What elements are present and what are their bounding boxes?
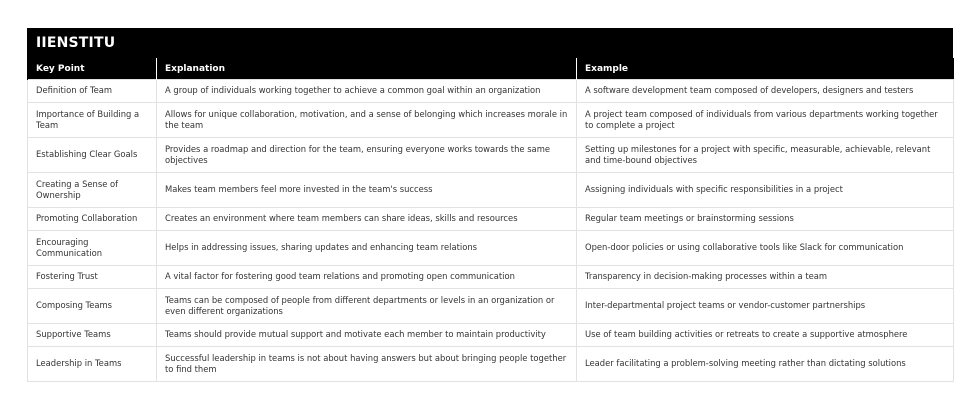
- cell-explanation: Makes team members feel more invested in the team's success: [157, 173, 577, 208]
- cell-example: Assigning individuals with specific responsibilities in a project: [577, 173, 954, 208]
- cell-explanation: Creates an environment where team members can share ideas, skills and resources: [157, 208, 577, 231]
- table-row: [28, 231, 954, 266]
- cell-key-point: Supportive Teams: [28, 324, 157, 347]
- cell-explanation: Teams can be composed of people from different departments or levels in an organization or even different organizations: [157, 289, 577, 324]
- table-row: [28, 324, 954, 347]
- brand-title: IIENSTITU: [27, 28, 953, 58]
- cell-example: Regular team meetings or brainstorming sessions: [577, 208, 954, 231]
- header-example: Example: [577, 58, 954, 80]
- cell-explanation: Successful leadership in teams is not about having answers but about bringing people together to find them: [157, 347, 577, 382]
- table-row: [28, 103, 954, 138]
- cell-explanation: Allows for unique collaboration, motivation, and a sense of belonging which increases morale in the team: [157, 103, 577, 138]
- cell-explanation: Teams should provide mutual support and motivate each member to maintain productivity: [157, 324, 577, 347]
- cell-example: Setting up milestones for a project with specific, measurable, achievable, relevant and time-bound objectives: [577, 138, 954, 173]
- table-row: [28, 208, 954, 231]
- key-points-table: [27, 58, 954, 382]
- cell-key-point: Encouraging Communication: [28, 231, 157, 266]
- table-row: [28, 266, 954, 289]
- header-key-point: Key Point: [28, 58, 157, 80]
- table-row: [28, 173, 954, 208]
- cell-explanation: Provides a roadmap and direction for the team, ensuring everyone works towards the same objectives: [157, 138, 577, 173]
- table-row: [28, 347, 954, 382]
- cell-example: Inter-departmental project teams or vendor-customer partnerships: [577, 289, 954, 324]
- table-row: [28, 138, 954, 173]
- cell-example: Leader facilitating a problem-solving meeting rather than dictating solutions: [577, 347, 954, 382]
- cell-key-point: Importance of Building a Team: [28, 103, 157, 138]
- header-explanation: Explanation: [157, 58, 577, 80]
- cell-example: A software development team composed of developers, designers and testers: [577, 80, 954, 103]
- table-row: [28, 80, 954, 103]
- cell-example: Open-door policies or using collaborative tools like Slack for communication: [577, 231, 954, 266]
- cell-example: A project team composed of individuals from various departments working together to complete a project: [577, 103, 954, 138]
- cell-key-point: Promoting Collaboration: [28, 208, 157, 231]
- cell-explanation: A group of individuals working together to achieve a common goal within an organization: [157, 80, 577, 103]
- cell-explanation: A vital factor for fostering good team relations and promoting open communication: [157, 266, 577, 289]
- cell-example: Transparency in decision-making processes within a team: [577, 266, 954, 289]
- cell-example: Use of team building activities or retreats to create a supportive atmosphere: [577, 324, 954, 347]
- cell-explanation: Helps in addressing issues, sharing updates and enhancing team relations: [157, 231, 577, 266]
- table-row: [28, 289, 954, 324]
- cell-key-point: Establishing Clear Goals: [28, 138, 157, 173]
- header-row: [28, 58, 954, 80]
- cell-key-point: Leadership in Teams: [28, 347, 157, 382]
- cell-key-point: Definition of Team: [28, 80, 157, 103]
- table-container: [27, 28, 953, 382]
- cell-key-point: Composing Teams: [28, 289, 157, 324]
- cell-key-point: Creating a Sense of Ownership: [28, 173, 157, 208]
- cell-key-point: Fostering Trust: [28, 266, 157, 289]
